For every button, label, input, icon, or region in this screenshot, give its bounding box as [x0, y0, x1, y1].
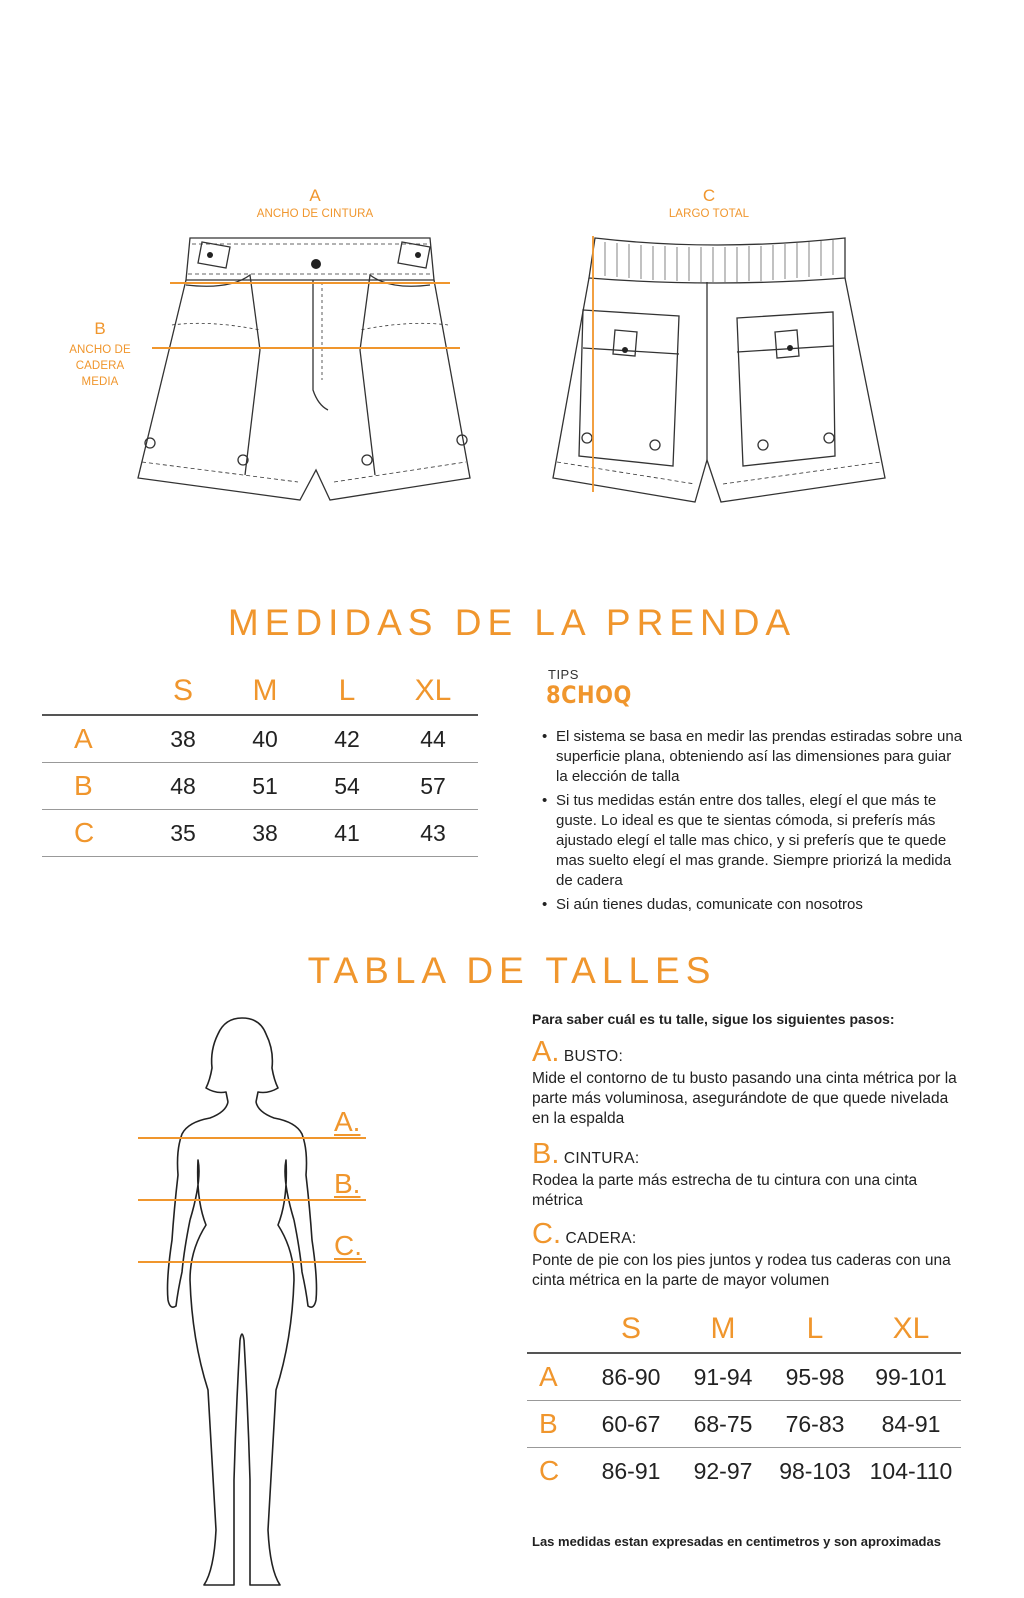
- step-name: CADERA:: [565, 1230, 637, 1247]
- table-cell: 84-91: [861, 1401, 961, 1448]
- step-letter: B.: [532, 1138, 560, 1170]
- tips-item: [542, 895, 967, 915]
- table-cell: 104-110: [861, 1448, 961, 1495]
- row-label: C: [42, 810, 142, 857]
- size-header: XL: [892, 1312, 930, 1345]
- size-chart-title: TABLA DE TALLES: [307, 950, 717, 991]
- steps-intro: Para saber cuál es tu talle, sigue los siguientes pasos:: [532, 1011, 895, 1027]
- row-label: A: [42, 715, 142, 763]
- bullet-icon: •: [542, 728, 548, 745]
- step-description: Rodea la parte más estrecha de tu cintura con una cinta métrica: [532, 1172, 918, 1209]
- table-cell: 38: [224, 810, 306, 857]
- step-description: Mide el contorno de tu busto pasando una cinta métrica por la parte más voluminosa, asegurándote de que quede nivelada en la espalda: [532, 1070, 957, 1127]
- step-name: CINTURA:: [563, 1150, 640, 1167]
- front-b-label-line: MEDIA: [81, 376, 119, 388]
- tips-item: [542, 727, 967, 787]
- table-cell: 76-83: [769, 1401, 861, 1448]
- table-header-row: [527, 1306, 961, 1353]
- table-cell: 86-91: [585, 1448, 677, 1495]
- table-cell: 60-67: [585, 1401, 677, 1448]
- table-header-row: [42, 668, 478, 715]
- table-cell: 95-98: [769, 1353, 861, 1401]
- shorts-back-illustration: [545, 230, 895, 515]
- table-cell: 99-101: [861, 1353, 961, 1401]
- body-label-b: B.: [334, 1168, 361, 1199]
- table-row: [527, 1448, 961, 1495]
- table-row: [527, 1401, 961, 1448]
- table-row: [527, 1353, 961, 1401]
- step-cintura: [532, 1138, 962, 1211]
- table-cell: 92-97: [677, 1448, 769, 1495]
- back-c-letter: C: [702, 186, 716, 205]
- size-header: L: [806, 1312, 824, 1345]
- corner-cell: [42, 668, 142, 715]
- table-cell: 43: [388, 810, 478, 857]
- bullet-icon: •: [542, 896, 548, 913]
- tips-list: [542, 727, 967, 919]
- row-label: B: [42, 763, 142, 810]
- body-label-c: C.: [334, 1230, 362, 1261]
- front-b-label-line: CADERA: [75, 360, 125, 372]
- body-label-a: A.: [334, 1106, 361, 1137]
- size-header: L: [338, 674, 356, 707]
- row-label: B: [527, 1401, 585, 1448]
- bullet-icon: •: [542, 792, 548, 809]
- table-cell: 44: [388, 715, 478, 763]
- back-c-label: LARGO TOTAL: [668, 208, 750, 220]
- table-cell: 68-75: [677, 1401, 769, 1448]
- tips-item-text: El sistema se basa en medir las prendas estiradas sobre una superficie plana, obteniendo así las dimensiones para guiar la elección de talla: [556, 728, 963, 785]
- table-row: [42, 763, 478, 810]
- front-b-letter: B: [94, 319, 106, 338]
- table-cell: 51: [224, 763, 306, 810]
- garment-measures-title: MEDIDAS DE LA PRENDA: [227, 602, 797, 643]
- step-cadera: [532, 1218, 962, 1291]
- table-cell: 41: [306, 810, 388, 857]
- table-cell: 42: [306, 715, 388, 763]
- front-b-label-line: ANCHO DE: [69, 344, 131, 356]
- tips-item-text: Si aún tienes dudas, comunicate con nosotros: [556, 896, 863, 913]
- tips-item-text: Si tus medidas están entre dos talles, elegí el que más te guste. Lo ideal es que te sientas cómoda, si preferís más ajustado elegí el talle mas chico, y si preferís que te quede mas suelto elegí el mas grande. Siempre priorizá la medida de cadera: [556, 792, 952, 889]
- table-row: [42, 810, 478, 857]
- step-name: BUSTO:: [563, 1048, 624, 1065]
- size-header: XL: [414, 674, 452, 707]
- table-cell: 38: [142, 715, 224, 763]
- step-letter: C.: [532, 1218, 561, 1250]
- row-label: C: [527, 1448, 585, 1495]
- body-silhouette-illustration: [130, 1010, 380, 1595]
- size-header: S: [620, 1312, 641, 1345]
- size-header: M: [710, 1312, 736, 1345]
- step-description: Ponte de pie con los pies juntos y rodea tus caderas con una cinta métrica en la parte de mayor volumen: [532, 1252, 951, 1289]
- tips-label: TIPS: [548, 667, 579, 682]
- tips-item: [542, 791, 967, 891]
- corner-cell: [527, 1306, 585, 1353]
- step-busto: [532, 1036, 962, 1129]
- footnote: Las medidas estan expresadas en centimetros y son aproximadas: [532, 1534, 941, 1549]
- body-size-table: [527, 1306, 961, 1494]
- table-cell: 91-94: [677, 1353, 769, 1401]
- garment-measures-table: [42, 668, 478, 857]
- table-cell: 35: [142, 810, 224, 857]
- brand-logo: 8CHOQ: [546, 681, 632, 709]
- front-a-letter: A: [309, 186, 321, 205]
- table-cell: 40: [224, 715, 306, 763]
- front-a-label: ANCHO DE CINTURA: [256, 208, 374, 220]
- table-cell: 98-103: [769, 1448, 861, 1495]
- table-row: [42, 715, 478, 763]
- table-cell: 48: [142, 763, 224, 810]
- table-cell: 54: [306, 763, 388, 810]
- shorts-front-illustration: [130, 230, 480, 515]
- step-letter: A.: [532, 1036, 560, 1068]
- table-cell: 86-90: [585, 1353, 677, 1401]
- table-cell: 57: [388, 763, 478, 810]
- size-header: S: [172, 674, 193, 707]
- row-label: A: [527, 1353, 585, 1401]
- size-header: M: [252, 674, 278, 707]
